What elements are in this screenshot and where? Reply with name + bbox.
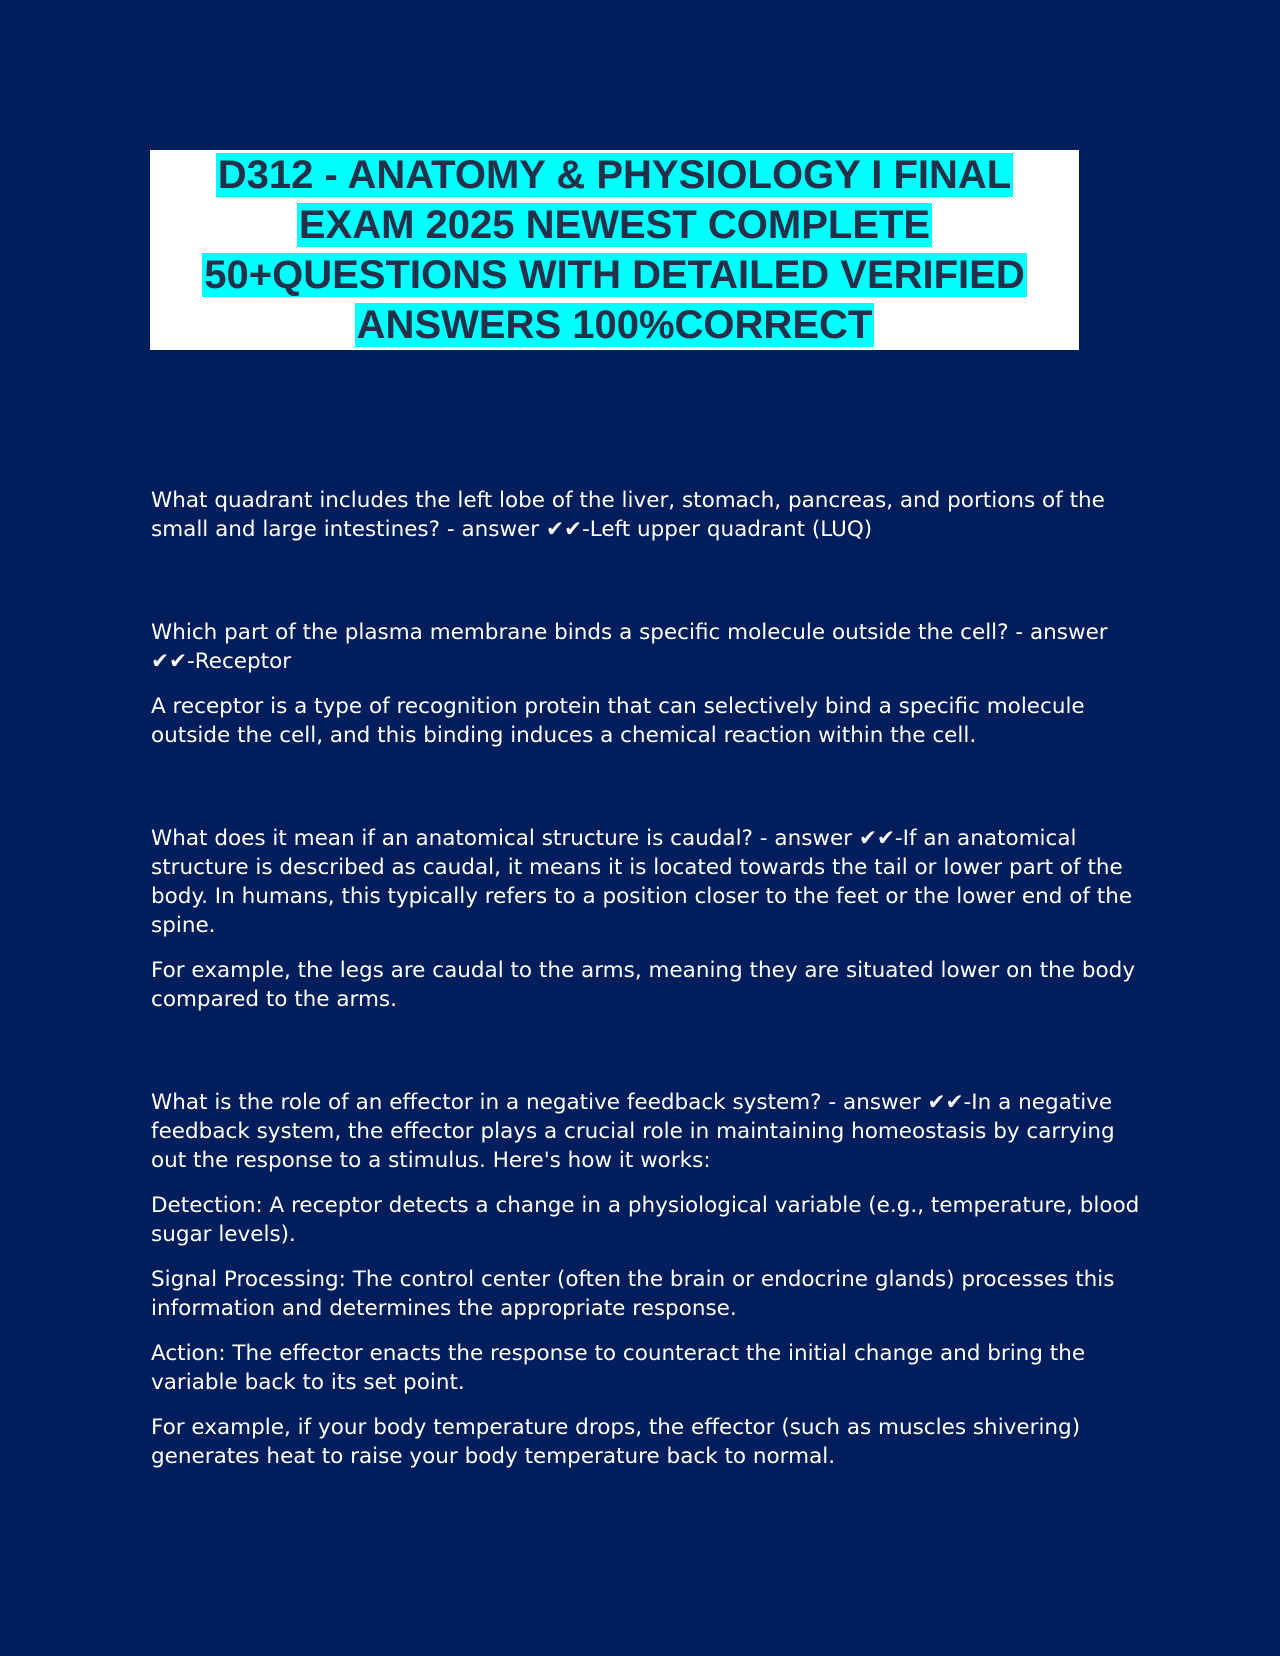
qa-paragraph: What is the role of an effector in a negative feedback system? - answer ✔✔-In a negative feedback system, the effector plays a crucial role in maintaining homeostasis by carrying out the response to a stimulus. Here's how it works: [151, 1090, 1115, 1173]
qa-paragraph: Detection: A receptor detects a change in a physiological variable (e.g., temperature, blood sugar levels). [151, 1193, 1140, 1247]
document-body [151, 486, 1141, 1487]
qa-block [151, 618, 1141, 750]
qa-paragraph: What quadrant includes the left lobe of the liver, stomach, pancreas, and portions of the small and large intestines? - answer ✔✔-Left upper quadrant (LUQ) [151, 488, 1105, 542]
qa-block [151, 824, 1141, 1014]
qa-block [151, 486, 1141, 544]
qa-block [151, 1088, 1141, 1471]
qa-paragraph: Which part of the plasma membrane binds a specific molecule outside the cell? - answer ✔✔-Receptor [151, 620, 1108, 674]
qa-paragraph: What does it mean if an anatomical structure is caudal? - answer ✔✔-If an anatomical structure is described as caudal, it means it is located towards the tail or lower part of the body. In humans, this typically refers to a position closer to the feet or the lower end of the spine. [151, 826, 1133, 938]
title-line: 50+QUESTIONS WITH DETAILED VERIFIED [204, 253, 1025, 297]
qa-paragraph: A receptor is a type of recognition protein that can selectively bind a specific molecule outside the cell, and this binding induces a chemical reaction within the cell. [151, 694, 1085, 748]
qa-paragraph: Signal Processing: The control center (often the brain or endocrine glands) processes this information and determines the appropriate response. [151, 1267, 1115, 1321]
qa-paragraph: For example, if your body temperature drops, the effector (such as muscles shivering) generates heat to raise your body temperature back to normal. [151, 1415, 1081, 1469]
qa-paragraph: Action: The effector enacts the response to counteract the initial change and bring the variable back to its set point. [151, 1341, 1086, 1395]
qa-paragraph: For example, the legs are caudal to the arms, meaning they are situated lower on the body compared to the arms. [151, 958, 1136, 1012]
document-title [150, 150, 1079, 350]
title-line: EXAM 2025 NEWEST COMPLETE [298, 203, 931, 247]
title-line: ANSWERS 100%CORRECT [356, 303, 873, 347]
title-line: D312 - ANATOMY & PHYSIOLOGY I FINAL [217, 153, 1012, 197]
